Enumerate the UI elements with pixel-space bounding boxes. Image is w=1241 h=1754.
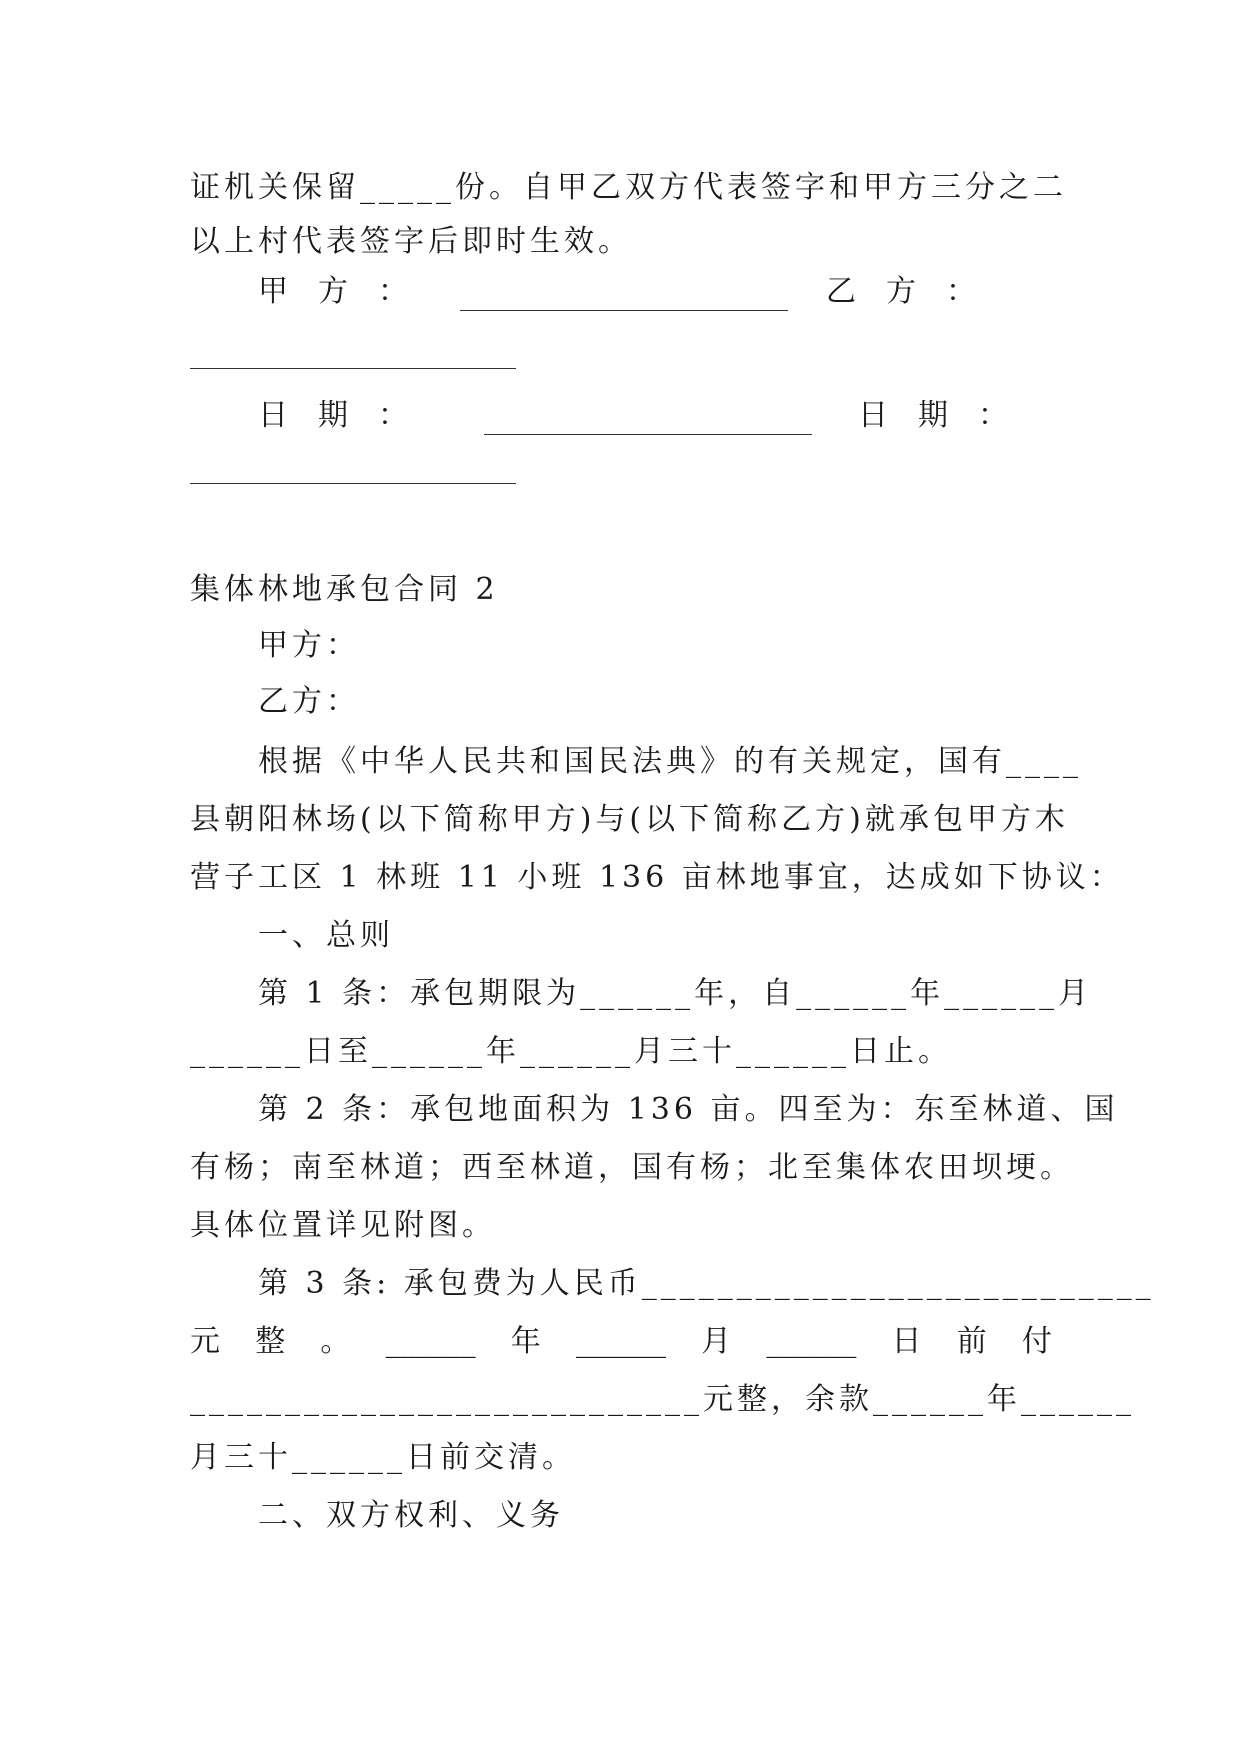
- text-line: 具体位置详见附图。: [190, 1208, 496, 1243]
- text-fragment: 年: [510, 1324, 541, 1359]
- text-line: ______日至______年______月三十______日止。: [190, 1034, 952, 1069]
- text-line: ___________________________元整，余款______年______: [190, 1382, 1135, 1417]
- contract-title: 集体林地承包合同 2: [190, 572, 499, 607]
- text-line: 第 1 条：承包期限为______年，自______年______月: [258, 976, 1093, 1011]
- party-b-date-line: [190, 483, 516, 484]
- signature-row: [258, 272, 1052, 312]
- text-fragment: ______: [766, 1324, 857, 1359]
- text-line: 证机关保留_____份。自甲乙双方代表签字和甲方三分之二: [190, 170, 1067, 205]
- text-line: 有杨；南至林道；西至林道，国有杨；北至集体农田坝埂。: [190, 1150, 1074, 1185]
- text-line-justified: [190, 1322, 1052, 1362]
- text-fragment: 付: [1021, 1324, 1052, 1359]
- party-a-date-line: [484, 434, 812, 435]
- text-fragment: 元: [190, 1324, 220, 1359]
- text-line: 以上村代表签字后即时生效。: [190, 224, 632, 259]
- text-line: 根据《中华人民共和国民法典》的有关规定，国有____: [258, 744, 1082, 779]
- text-fragment: ______: [385, 1324, 476, 1359]
- party-b-signature-line: [190, 368, 516, 369]
- text-fragment: 整: [255, 1324, 286, 1359]
- party-b-date-label: 日 期 ：: [858, 398, 1008, 433]
- section-heading: 一、总则: [258, 918, 394, 953]
- text-fragment: ______: [575, 1324, 666, 1359]
- text-line: 第 3 条: 承包费为人民币___________________________: [258, 1266, 1155, 1301]
- party-b-signature-label: 乙 方 ：: [826, 274, 976, 309]
- party-a-signature-label: 甲 方 ：: [258, 274, 408, 309]
- text-line: 月三十______日前交清。: [190, 1440, 576, 1475]
- text-line: 营子工区 1 林班 11 小班 136 亩林地事宜，达成如下协议：: [190, 860, 1124, 895]
- party-b-line: 乙方：: [258, 684, 360, 719]
- text-fragment: 日: [891, 1324, 922, 1359]
- text-fragment: 前: [956, 1324, 987, 1359]
- section-heading: 二、双方权利、义务: [258, 1498, 564, 1533]
- party-a-line: 甲方：: [258, 628, 360, 663]
- text-fragment: 月: [701, 1324, 732, 1359]
- text-line: 县朝阳林场(以下简称甲方)与(以下简称乙方)就承包甲方木: [190, 802, 1069, 837]
- text-line: 第 2 条：承包地面积为 136 亩。四至为：东至林道、国: [258, 1092, 1119, 1127]
- date-row: [258, 396, 1052, 436]
- text-fragment: 。: [320, 1324, 351, 1359]
- party-a-signature-line: [460, 310, 788, 311]
- party-a-date-label: 日 期 ：: [258, 398, 408, 433]
